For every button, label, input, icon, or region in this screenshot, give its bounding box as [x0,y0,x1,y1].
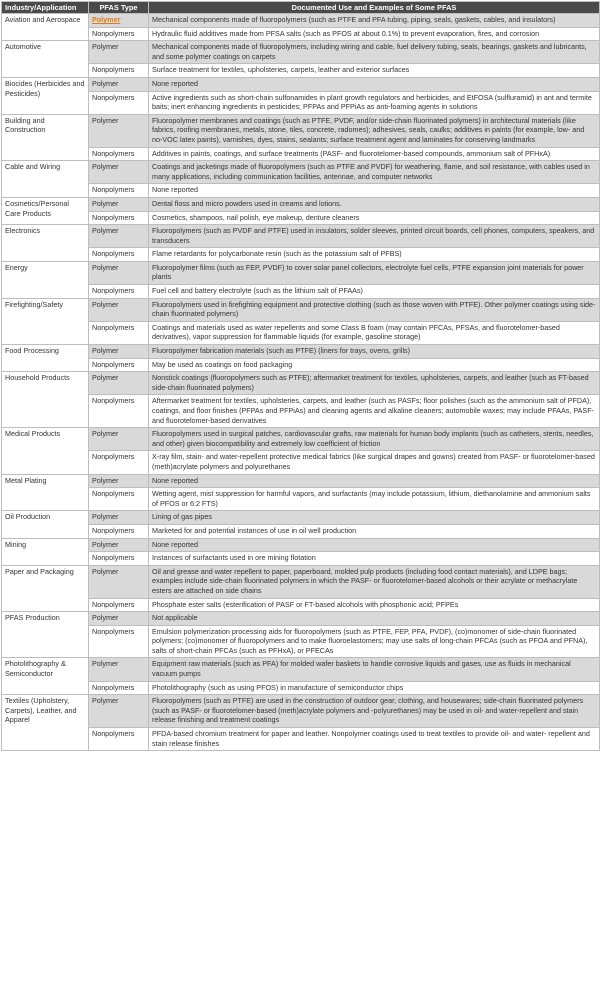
documented-use-cell: Fluoropolymer membranes and coatings (such as PTFE, PVDF, and/or side-chain fluorinated polymers) in architectural materials (like fabrics, roofing membranes, metals, stone, tiles, concrete, radomes); adhesives, seals, caulks; additives in paints (for example, low- and no-VOC latex paints), varnishes, dyes, stains, sealants; surface treatment agent and laminates for conserving landmarks [149,114,600,147]
pfas-type-label: Polymer [92,429,119,439]
pfas-type-label: Polymer [92,539,119,549]
header-industry: Industry/Application [2,2,89,14]
table-row [2,681,600,695]
documented-use-cell: Hydraulic fluid additives made from PFSA salts (such as PFOS at about 0.1%) to prevent evaporation, fires, and corrosion [149,27,600,41]
table-row [2,91,600,114]
table-row [2,114,600,147]
table-row [2,161,600,184]
table-row [2,511,600,525]
industry-cell: Automotive [2,41,89,78]
pfas-type-label: Nonpolymers [92,212,135,222]
pfas-type-cell [89,225,149,248]
documented-use-cell: Cosmetics, shampoos, nail polish, eye makeup, denture cleaners [149,211,600,225]
pfas-type-label: Polymer [92,373,119,383]
documented-use-cell: Surface treatment for textiles, upholsteries, carpets, leather and exterior surfaces [149,64,600,78]
table-row [2,695,600,728]
documented-use-cell: Not applicable [149,612,600,626]
industry-cell: Building and Construction [2,114,89,160]
table-row [2,14,600,28]
documented-use-cell: None reported [149,77,600,91]
pfas-type-label: Polymer [92,696,119,706]
pfas-type-label: Polymer [92,115,119,125]
table-row [2,27,600,41]
table-row [2,285,600,299]
table-row [2,395,600,428]
pfas-type-cell [89,552,149,566]
pfas-type-label: Polymer [92,512,119,522]
industry-cell: Textiles (Upholstery, Carpets), Leather, and Apparel [2,695,89,751]
pfas-type-cell [89,612,149,626]
pfas-type-label: Polymer [92,566,119,576]
pfas-type-label: Nonpolymers [92,599,135,609]
documented-use-cell: None reported [149,474,600,488]
table-row [2,261,600,284]
pfas-type-label: Nonpolymers [92,286,135,296]
table-row [2,248,600,262]
pfas-type-label: Nonpolymers [92,185,135,195]
pfas-type-cell [89,681,149,695]
pfas-type-cell [89,64,149,78]
pfas-type-cell [89,298,149,321]
table-row [2,524,600,538]
table-row [2,658,600,681]
industry-cell: Mining [2,538,89,565]
pfas-uses-table [1,1,600,751]
pfas-type-label: Nonpolymers [92,148,135,158]
industry-cell: Energy [2,261,89,298]
pfas-type-cell [89,114,149,147]
pfas-type-label: Polymer [92,198,119,208]
industry-cell: Metal Plating [2,474,89,511]
pfas-type-cell [89,625,149,658]
pfas-type-label: Polymer [92,346,119,356]
documented-use-cell: Fluoropolymers used in firefighting equipment and protective clothing (such as those woven with PTFE). Other polymer coatings using side-chain fluorinated polymers) [149,298,600,321]
pfas-type-label: Nonpolymers [92,28,135,38]
documented-use-cell: Fluoropolymers (such as PTFE) are used in the construction of outdoor gear, clothing, and housewares; side-chain fluorinated polymers (such as PASF- or fluorotelomer-based (meth)acrylate polymers and -polyurethanes) may be used in oil- and water-repellent and stain release finishing and treatment coatings [149,695,600,728]
pfas-type-label: Polymer [92,299,119,309]
documented-use-cell: Phosphate ester salts (esterification of PASF or FT-based alcohols with phosphonic acid; PFPEs [149,598,600,612]
documented-use-cell: Lining of gas pipes [149,511,600,525]
pfas-type-cell [89,488,149,511]
pfas-type-label: Polymer [92,659,119,669]
industry-cell: Household Products [2,372,89,428]
documented-use-cell: Mechanical components made of fluoropolymers (such as PTFE and PFA tubing, piping, seals, gaskets, cables, and insulators) [149,14,600,28]
pfas-type-label: Nonpolymers [92,65,135,75]
pfas-type-cell [89,14,149,28]
documented-use-cell: Fluoropolymer films (such as FEP, PVDF) to cover solar panel collectors, electrolyte fuel cells, PTFE expansion joint materials for power plants [149,261,600,284]
documented-use-cell: Mechanical components made of fluoropolymers, including wiring and cable, fuel delivery tubing, seals, bearings, gaskets and lubricants, and some polymer coatings on carpets [149,41,600,64]
documented-use-cell: Additives in paints, coatings, and surface treatments (PASF- and fluorotelomer-based compounds, ammonium salt of PFHxA) [149,147,600,161]
pfas-type-cell [89,211,149,225]
pfas-type-cell [89,161,149,184]
table-row [2,321,600,344]
documented-use-cell: Oil and grease and water repellent to paper, paperboard, molded pulp products (including food contact materials), and LDPE bags; examples include side-chain fluorinated polymers in which the PASF- or fluorotelomer-based alcohols or their acrylate or methacrylate esters are attached on side chains [149,565,600,598]
documented-use-cell: PFDA-based chromium treatment for paper and leather. Nonpolymer coatings used to treat textiles to provide oil- and water- repellent and stain release finishes [149,728,600,751]
table-row [2,552,600,566]
documented-use-cell: Aftermarket treatment for textiles, upholsteries, carpets, and leather (such as PASFs; floor polishes (such as the ammonium salt of PFDA), coatings, and floor finishes (PFPAs and PFPiAs) and cleaning agents and alkaline cleaners; automobile waxes; may include PFAAs, PASF- and fluorotelomer-based derivatives [149,395,600,428]
documented-use-cell: Coatings and materials used as water repellents and some Class B foam (may contain PFCAs, PFSAs, and fluorotelomer-based derivatives), vapor suppression for flammable liquids (for example, gasoline storage) [149,321,600,344]
documented-use-cell: None reported [149,538,600,552]
pfas-type-cell [89,77,149,91]
documented-use-cell: None reported [149,184,600,198]
pfas-type-label: Polymer [92,226,119,236]
documented-use-cell: Coatings and jacketings made of fluoropolymers (such as PTFE and PVDF) for weathering, flame, and soil resistance, with cables used in many applications, including communication facilities, antennae, and computer networks [149,161,600,184]
header-documented-use: Documented Use and Examples of Some PFAS [149,2,600,14]
industry-cell: Aviation and Aerospace [2,14,89,41]
table-row [2,372,600,395]
documented-use-cell: Emulsion polymerization processing aids for fluoropolymers (such as PTFE, FEP, PFA, PVDF), (co)monomer of side-chain fluorinated polymers; (co)monomer of fluoropolymers and to make fluoroelastomers; may use salts of long-chain PFCAs (such as PFOA and PFNA), salts of short-chain PFCAs (such as PFHxA), or PFECAs [149,625,600,658]
industry-cell: Medical Products [2,428,89,474]
table-row [2,64,600,78]
documented-use-cell: Fuel cell and battery electrolyte (such as the lithium salt of PFAAs) [149,285,600,299]
table-row [2,728,600,751]
documented-use-cell: Marketed for and potential instances of use in oil well production [149,524,600,538]
pfas-type-cell [89,565,149,598]
pfas-type-cell [89,598,149,612]
documented-use-cell: Flame retardants for polycarbonate resin (such as the potassium salt of PFBS) [149,248,600,262]
industry-cell: Oil Production [2,511,89,538]
table-row [2,298,600,321]
pfas-type-label: Nonpolymers [92,396,135,406]
pfas-type-cell [89,321,149,344]
table-row [2,147,600,161]
pfas-type-cell [89,728,149,751]
industry-cell: Food Processing [2,345,89,372]
table-row [2,428,600,451]
pfas-type-label: Nonpolymers [92,249,135,259]
pfas-type-label: Nonpolymers [92,626,135,636]
documented-use-cell: Equipment raw materials (such as PFA) for molded wafer baskets to handle corrosive liquids and gases, use as fluids in mechanical vacuum pumps [149,658,600,681]
table-header-row [2,2,600,14]
table-body [2,14,600,751]
table-row [2,358,600,372]
pfas-type-cell [89,261,149,284]
table-row [2,538,600,552]
pfas-type-cell [89,451,149,474]
table-row [2,77,600,91]
documented-use-cell: Active ingredients such as short-chain sulfonamides in plant growth regulators and herbicides, and EtFOSA (sulfluramid) in ant and termite baits; inert enhancing ingredients in pesticides; PFPAs and PFPiAs as anti-foaming agents in solutions [149,91,600,114]
pfas-type-cell [89,658,149,681]
pfas-type-label: Nonpolymers [92,525,135,535]
table-row [2,197,600,211]
documented-use-cell: Fluoropolymer fabrication materials (such as PTFE) (liners for trays, ovens, grills) [149,345,600,359]
documented-use-cell: Photolithography (such as using PFOS) in manufacture of semiconductor chips [149,681,600,695]
header-pfas-type: PFAS Type [89,2,149,14]
pfas-type-cell [89,285,149,299]
table-row [2,474,600,488]
pfas-type-cell [89,695,149,728]
documented-use-cell: X-ray film, stain- and water-repellent protective medical fabrics (like surgical drapes and gowns) created from PASF- or fluorotelomer-based (meth)acrylate polymers and polyurethanes [149,451,600,474]
pfas-type-label: Polymer [92,262,119,272]
pfas-type-cell [89,345,149,359]
documented-use-cell: Nonstick coatings (fluoropolymers such as PTFE); aftermarket treatment for textiles, upholsteries, carpets, and leather (such as FT-based side-chain fluorinated polymers) [149,372,600,395]
documented-use-cell: May be used as coatings on food packaging [149,358,600,372]
industry-cell: Cable and Wiring [2,161,89,198]
documented-use-cell: Dental floss and micro powders used in creams and lotions. [149,197,600,211]
pfas-type-label: Polymer [92,162,119,172]
pfas-type-cell [89,511,149,525]
pfas-type-cell [89,428,149,451]
documented-use-cell: Wetting agent, mist suppression for harmful vapors, and surfactants (may include potassium, lithium, diethanolamine and ammonium salts of PFOS or 6:2 FTS) [149,488,600,511]
table-row [2,488,600,511]
industry-cell: Firefighting/Safety [2,298,89,344]
pfas-type-cell [89,524,149,538]
pfas-type-cell [89,538,149,552]
industry-cell: Photolithography & Semiconductor [2,658,89,695]
pfas-type-label: Nonpolymers [92,92,135,102]
documented-use-cell: Fluoropolymers used in surgical patches, cardiovascular grafts, raw materials for human body implants (such as catheters, stents, needles, and other) given biocompatibility and extremely low coefficient of friction [149,428,600,451]
table-row [2,41,600,64]
pfas-type-cell [89,197,149,211]
pfas-type-cell [89,41,149,64]
industry-cell: PFAS Production [2,612,89,658]
pfas-type-cell [89,358,149,372]
pfas-type-label: Nonpolymers [92,489,135,499]
pfas-type-label: Polymer [92,15,121,24]
pfas-type-cell [89,474,149,488]
pfas-type-label: Nonpolymers [92,359,135,369]
documented-use-cell: Fluoropolymers (such as PVDF and PTFE) used in insulators, solder sleeves, printed circuit boards, cell phones, computers, speakers, and transducers [149,225,600,248]
documented-use-cell: Instances of surfactants used in ore mining flotation [149,552,600,566]
industry-cell: Cosmetics/Personal Care Products [2,197,89,224]
pfas-type-label: Polymer [92,475,119,485]
table-row [2,345,600,359]
pfas-type-label: Nonpolymers [92,682,135,692]
pfas-type-label: Nonpolymers [92,729,135,739]
industry-cell: Electronics [2,225,89,262]
industry-cell: Paper and Packaging [2,565,89,611]
pfas-type-cell [89,27,149,41]
pfas-type-label: Nonpolymers [92,452,135,462]
table-row [2,211,600,225]
table-row [2,451,600,474]
table-row [2,184,600,198]
pfas-type-cell [89,372,149,395]
table-row [2,625,600,658]
table-row [2,598,600,612]
table-row [2,565,600,598]
pfas-type-cell [89,184,149,198]
pfas-type-cell [89,91,149,114]
pfas-type-label: Nonpolymers [92,322,135,332]
industry-cell: Biocides (Herbicides and Pesticides) [2,77,89,114]
pfas-type-label: Polymer [92,42,119,52]
pfas-type-label: Nonpolymers [92,553,135,563]
pfas-type-cell [89,147,149,161]
pfas-type-cell [89,248,149,262]
table-row [2,612,600,626]
pfas-type-cell [89,395,149,428]
pfas-type-label: Polymer [92,78,119,88]
table-row [2,225,600,248]
pfas-type-label: Polymer [92,613,119,623]
